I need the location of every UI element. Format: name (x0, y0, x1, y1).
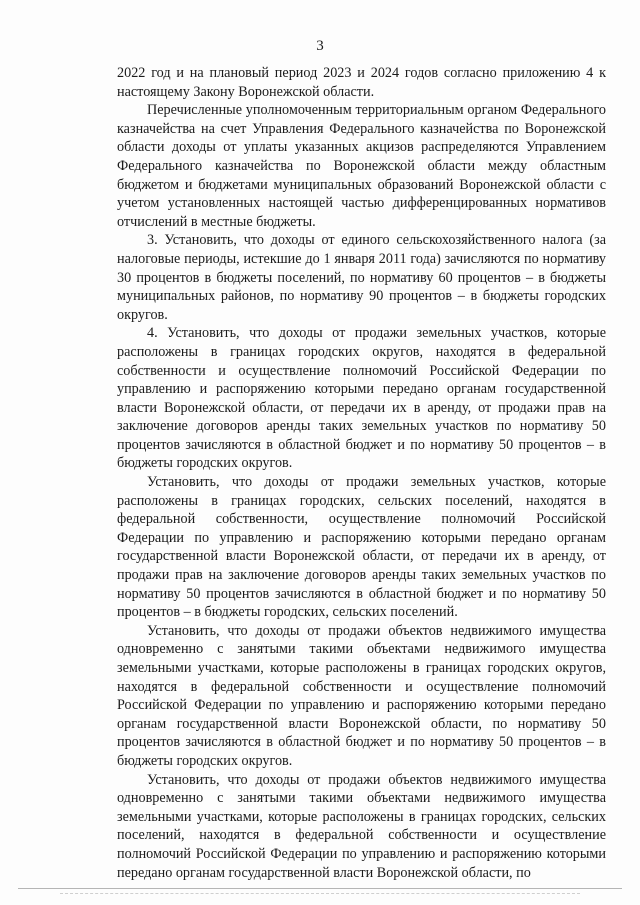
paragraph-continuation: 2022 год и на плановый период 2023 и 2024 годов согласно приложению 4 к настоящему Закону Воронежской области. (117, 65, 606, 100)
paragraph: Установить, что доходы от продажи объектов недвижимого имущества одновременно с занятыми такими объектами недвижимого имущества земельными участками, которые расположены в границах городских округов, находятся в федеральной собственности и осуществление полномочий Российской Федерации по управлению и распоряжению которыми передано органам государственной власти Воронежской области, по нормативу 50 процентов зачисляются в областной бюджет и по нормативу 50 процентов – в бюджеты городских округов. (117, 622, 606, 769)
document-body (117, 64, 606, 882)
scan-edge-line (18, 888, 622, 889)
paragraph: Перечисленные уполномоченным территориальным органом Федерального казначейства на счет Управления Федерального казначейства по Воронежской области доходы от уплаты указанных акцизов распределяются Управлением Федерального казначейства по Воронежской области между областным бюджетом и бюджетами муниципальных образований Воронежской области с учетом установленных настоящей частью дифференцированных нормативов отчислений в местные бюджеты. (117, 102, 606, 230)
paragraph-item-3: 3. Установить, что доходы от единого сельскохозяйственного налога (за налоговые периоды, истекшие до 1 января 2011 года) зачисляются по нормативу 30 процентов в бюджеты поселений, по нормативу 60 процентов – в бюджеты муниципальных районов, по нормативу 90 процентов – в бюджеты городских округов. (117, 232, 606, 323)
paragraph: Установить, что доходы от продажи объектов недвижимого имущества одновременно с занятыми такими объектами недвижимого имущества земельными участками, которые расположены в границах городских, сельских поселений, находятся в федеральной собственности и осуществление полномочий Российской Федерации по управлению и распоряжению которыми передано органам государственной власти Воронежской области, по (117, 771, 606, 881)
paragraph: Установить, что доходы от продажи земельных участков, которые расположены в границах городских, сельских поселений, находятся в федеральной собственности, осуществление полномочий Российской Федерации по управлению и распоряжению которыми передано органам государственной власти Воронежской области, от передачи их в аренду, от продажи прав на заключение договоров аренды таких земельных участков по нормативу 50 процентов зачисляются в областной бюджет и по нормативу 50 процентов – в бюджеты городских, сельских поселений. (117, 474, 606, 621)
page-number: 3 (316, 38, 324, 54)
paragraph-item-4: 4. Установить, что доходы от продажи земельных участков, которые расположены в границах городских округов, находятся в федеральной собственности и осуществление полномочий Российской Федерации по управлению и распоряжению которыми передано органам государственной власти Воронежской области, от передачи их в аренду, от продажи прав на заключение договоров аренды таких земельных участков по нормативу 50 процентов зачисляются в областной бюджет и по нормативу 50 процентов – в бюджеты городских округов. (117, 325, 606, 472)
scan-edge-line (60, 893, 580, 894)
